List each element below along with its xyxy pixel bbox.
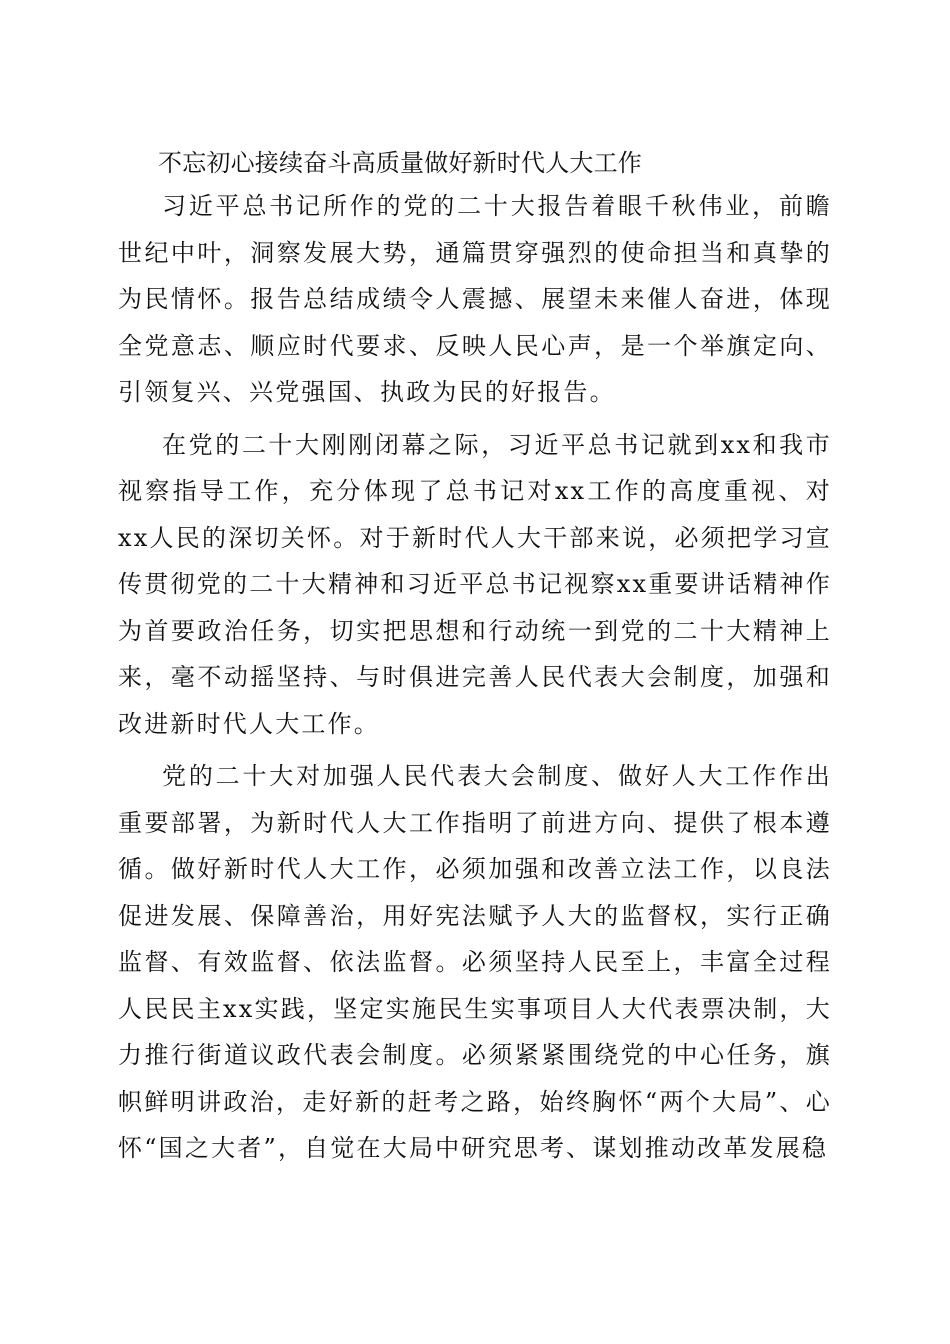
document-title: 不忘初心接续奋斗高质量做好新时代人大工作 xyxy=(158,149,642,177)
document-body xyxy=(118,143,832,1172)
paragraph-2: 在党的二十大刚刚闭幕之际，习近平总书记就到xx和我市视察指导工作，充分体现了总书记对xx工作的高度重视、对xx人民的深切关怀。对于新时代人大干部来说，必须把学习宣传贯彻党的二十大精神和习近平总书记视察xx重要讲话精神作为首要政治任务，切实把思想和行动统一到党的二十大精神上来，毫不动摇坚持、与时俱进完善人民代表大会制度，加强和改进新时代人大工作。 xyxy=(118,430,832,738)
paragraph-1: 习近平总书记所作的党的二十大报告着眼千秋伟业，前瞻世纪中叶，洞察发展大势，通篇贯穿强烈的使命担当和真挚的为民情怀。报告总结成绩令人震撼、展望未来催人奋进，体现全党意志、顺应时代要求、反映人民心声，是一个举旗定向、引领复兴、兴党强国、执政为民的好报告。 xyxy=(118,192,832,406)
paragraph-3: 党的二十大对加强人民代表大会制度、做好人大工作作出重要部署，为新时代人大工作指明了前进方向、提供了根本遵循。做好新时代人大工作，必须加强和改善立法工作，以良法促进发展、保障善治，用好宪法赋予人大的监督权，实行正确监督、有效监督、依法监督。必须坚持人民至上，丰富全过程人民民主xx实践，坚定实施民生实事项目人大代表票决制，大力推行街道议政代表会制度。必须紧紧围绕党的中心任务，旗帜鲜明讲政治，走好新的赶考之路，始终胸怀“两个大局”、心怀“国之大者”，自觉在大局中研究思考、谋划推动改革发展稳 xyxy=(118,762,832,1162)
